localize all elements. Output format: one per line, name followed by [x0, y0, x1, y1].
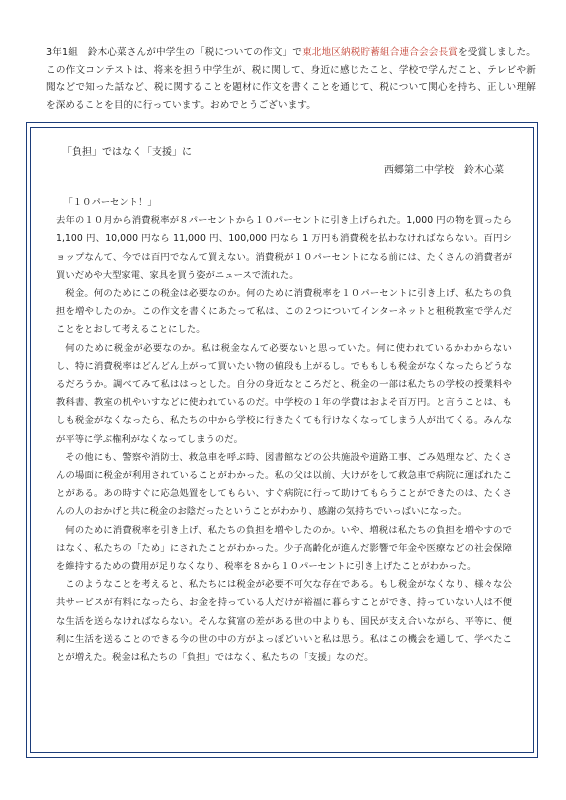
essay-school: 西郷第二中学校	[384, 165, 454, 176]
essay-byline	[56, 162, 512, 180]
essay-author: 鈴木心菜	[464, 165, 504, 176]
essay	[56, 144, 512, 667]
essay-title: 「負担」ではなく「支援」に	[62, 147, 192, 158]
essay-paragraph: 去年の１０月から消費税率が８パーセントから１０パーセントに引き上げられた。1,000 円の物を買ったら 1,100 円、10,000 円なら 11,000 円、100,000 円なら 1 万円も消費税を払わなければならない。百円ショップなんて、今では百円でなんて買えない。消費税が１０パーセントになる前には、たくさんの消費者が買いだめや大型家電、家具を買う姿がニュースで流れた。	[56, 215, 512, 281]
essay-body	[56, 194, 512, 667]
essay-paragraph: 「１０パーセント！」	[63, 197, 157, 208]
essay-paragraph: 何のために消費税率を引き上げ、私たちの負担を増やしたのか。いや、増税は私たちの負担を増やすのではなく、私たちの「ため」にされたことがわかった。少子高齢化が進んだ影響で年金や医療などの社会保障を維持するための費用が足りなくなり、税率を８から１０パーセントに引き上げたことがわかった。	[56, 524, 512, 573]
intro-suffix: を受賞しました。この作文コンテストは、将来を担う中学生が、税に関して、身近に感じたこと、学校で学んだこと、テレビや新聞などで知った話など、税に関することを題材に作文を書くことを通じて、税について関心を持ち、正しい理解を深めることを目的に行っています。おめでとうございます。	[46, 47, 536, 111]
essay-paragraph: 税金。何のためにこの税金は必要なのか。何のために消費税率を１０パーセントに引き上げ、私たちの負担を増やしたのか。この作文を書くにあたって私は、この２つについてインターネットと租税教室で学んだことをとおして考えることにした。	[56, 288, 512, 336]
award-name: 東北地区納税貯蓄組合連合会会長賞	[302, 47, 459, 58]
essay-paragraph: その他にも、警察や消防士、救急車を呼ぶ時、図書館などの公共施設や道路工事、ごみ処理など、たくさんの場面に税金が利用されていることがわかった。私の父は以前、大けがをして救急車で病院に運ばれたことがある。あの時すぐに応急処置をしてもらい、すぐ病院に行って助けてもらうことができたのは、たくさんの人のおかげと共に税金のお陰だったということがわかり、感謝の気持ちでいっぱいになった。	[56, 451, 512, 518]
intro-text	[46, 44, 536, 114]
essay-paragraph: 何のために税金が必要なのか。私は税金なんて必要ないと思っていた。何に使われているかわからないし、特に消費税率はどんどん上がって買いたい物の値段も上がるし。でももしも税金がなくなったらどうなるだろうか。調べてみて私ははっとした。自分の身近なところだと、税金の一部は私たちの学校の授業料や教科書、教室の机やいすなどに使われているのだ。中学校の１年の学費はおよそ百万円。と言うことは、もしも税金がなくなったら、私たちの中から学校に行きたくても行けなくなってしまう人が出てくる。みんなが平等に学ぶ権利がなくなってしまうのだ。	[56, 342, 512, 445]
intro-prefix: 3年1組 鈴木心菜さんが中学生の「税についての作文」で	[46, 47, 303, 58]
essay-paragraph: このようなことを考えると、私たちには税金が必要不可欠な存在である。もし税金がなくなり、様々な公共サービスが有料になったら、お金を持っている人だけが裕福に暮らすことができ、持っていない人は不便な生活を送らなければならない。そんな貧富の差がある世の中よりも、国民が支え合いながら、平等に、便利に生活を送ることのできる今の世の中の方がよっぽどいいと私は思う。私はこの機会を通して、学べたことが増えた。税金は私たちの「負担」ではなく、私たちの「支援」なのだ。	[56, 579, 512, 664]
